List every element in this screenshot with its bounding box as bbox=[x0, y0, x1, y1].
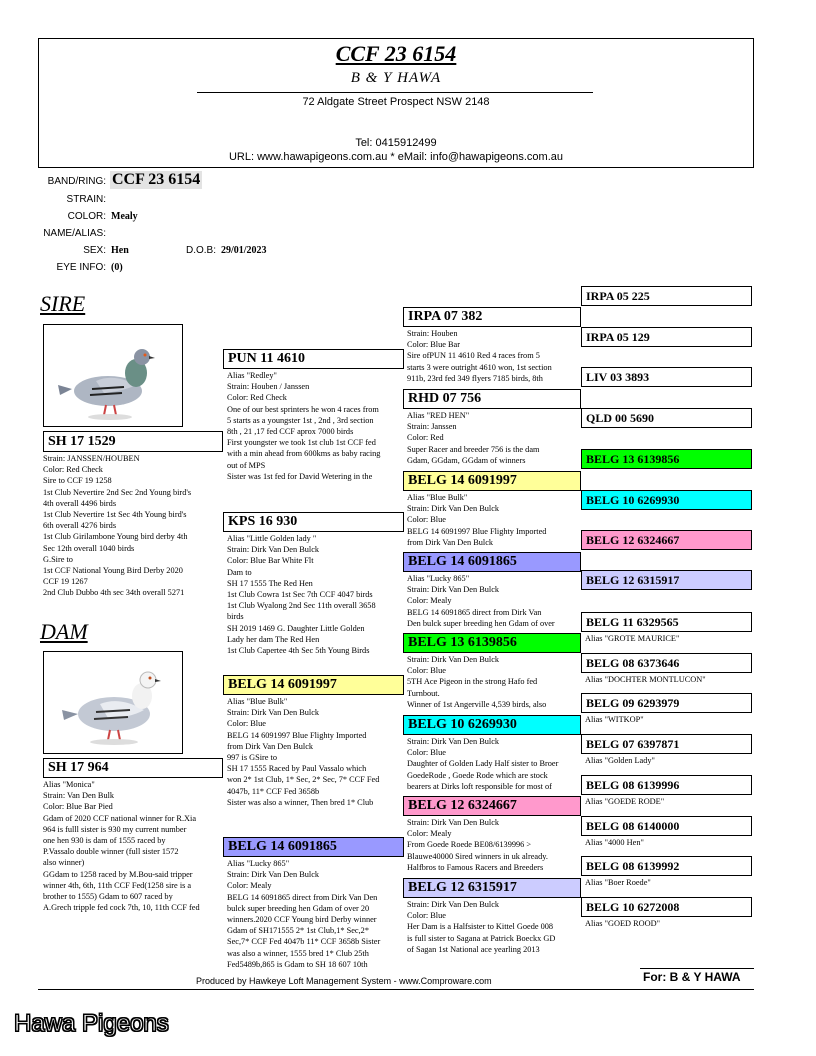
gen3-detail-line: Color: Mealy bbox=[407, 829, 452, 839]
gen2-detail-line: BELG 14 6091865 direct from Dirk Van Den bbox=[227, 892, 378, 902]
gen3-detail-line: Strain: Dirk Van Den Bulck bbox=[407, 504, 500, 514]
gen4-alias-15: Alias "Boer Roede" bbox=[585, 878, 651, 887]
dam-detail-line: GGdam to 1258 raced by M.Bou-said tripper bbox=[43, 869, 193, 879]
gen3-detail-line: 5TH Ace Pigeon in the strong Hafo fed bbox=[407, 677, 538, 687]
gen2-ring-2: KPS 16 930 bbox=[223, 512, 404, 532]
gen2-detail-line: 4047b, 11* CCF Fed 3658b bbox=[227, 786, 320, 796]
footer-divider bbox=[38, 989, 754, 990]
sire-detail-line: 4th overall 4496 birds bbox=[43, 498, 117, 508]
for-owner: For: B & Y HAWA bbox=[643, 970, 741, 984]
gen3-detail-line: Daughter of Golden Lady Half sister to Broer bbox=[407, 759, 559, 769]
gen4-ring-15: BELG 08 6139992 bbox=[581, 856, 752, 876]
gen2-detail-line: SH 17 1555 The Red Hen bbox=[227, 578, 313, 588]
gen4-ring-11: BELG 09 6293979 bbox=[581, 693, 752, 713]
strain-label: STRAIN: bbox=[66, 194, 106, 205]
gen3-details-4 bbox=[407, 573, 581, 631]
gen2-detail-line: with a min ahead from 600kms as baby racing bbox=[227, 449, 381, 459]
pigeon-icon bbox=[58, 349, 155, 420]
gen2-details-4 bbox=[227, 858, 405, 976]
gen4-alias-16: Alias "GOED ROOD" bbox=[585, 919, 660, 928]
sire-detail-line: Color: Red Check bbox=[43, 465, 103, 475]
gen4-ring-16: BELG 10 6272008 bbox=[581, 897, 752, 917]
eye-label: EYE INFO: bbox=[56, 262, 106, 273]
dam-detail-line: Strain: Van Den Bulk bbox=[43, 791, 115, 801]
gen3-detail-line: Strain: Janssen bbox=[407, 422, 457, 432]
sire-detail-line: 6th overall 4276 birds bbox=[43, 521, 117, 531]
gen3-detail-line: Strain: Dirk Van Den Bulck bbox=[407, 655, 500, 664]
owner-phone: Tel: 0415912499 bbox=[355, 137, 437, 149]
watermark: Hawa Pigeons bbox=[14, 1010, 169, 1037]
gen2-detail-line: 8th , 21 ,17 fed CCF aprox 7000 birds bbox=[227, 427, 354, 437]
gen3-details-3 bbox=[407, 492, 581, 550]
gen3-details-2 bbox=[407, 410, 581, 468]
dam-detail-line: brother to 1555) Gdam to 607 raced by bbox=[43, 892, 173, 902]
gen2-detail-line: from Dirk Van Den Bulck bbox=[227, 741, 314, 751]
dam-detail-line: 964 is fulll sister is 930 my current number bbox=[43, 824, 187, 834]
gen2-detail-line: 1st Club Wyalong 2nd Sec 11th overall 3658 bbox=[227, 601, 376, 611]
gen3-detail-line: Strain: Houben bbox=[407, 329, 458, 338]
gen2-detail-line: Color: Blue Bar White Flt bbox=[227, 556, 314, 566]
gen2-detail-line: won 2* 1st Club, 1* Sec, 2* Sec, 7* CCF Fed bbox=[227, 775, 380, 785]
band-value: CCF 23 6154 bbox=[112, 171, 201, 188]
gen2-detail-line: Alias "Little Golden lady " bbox=[227, 534, 317, 543]
gen2-detail-line: Strain: Dirk Van Den Bulck bbox=[227, 545, 320, 555]
gen4-alias-10: Alias "DOCHTER MONTLUCON" bbox=[585, 675, 706, 684]
dob-label: D.O.B: bbox=[186, 245, 217, 256]
gen4-ring-9: BELG 11 6329565 bbox=[581, 612, 752, 632]
produced-by: Produced by Hawkeye Loft Management System - www.Comproware.com bbox=[196, 976, 492, 986]
gen2-detail-line: Fed5489b,865 is Gdam to SH 18 607 10th bbox=[227, 959, 368, 969]
gen3-detail-line: BELG 14 6091865 direct from Dirk Van bbox=[407, 607, 542, 617]
gen2-detail-line: Strain: Dirk Van Den Bulck bbox=[227, 870, 320, 880]
dam-detail-line: one hen 930 is dam of 1555 raced by bbox=[43, 836, 166, 846]
gen4-ring-1: IRPA 05 225 bbox=[581, 286, 752, 306]
gen3-detail-line: Color: Blue bbox=[407, 515, 446, 525]
gen3-detail-line: Blauwe40000 Sired winners in uk already. bbox=[407, 851, 548, 861]
sire-detail-line: 1st Club Nevertire 2nd Sec 2nd Young bird's bbox=[43, 487, 192, 497]
gen4-alias-9: Alias "GROTE MAURICE" bbox=[585, 634, 680, 643]
dam-detail-line: P.Vassalo double winner (full sister 1572 bbox=[43, 847, 179, 857]
gen3-details-7 bbox=[407, 817, 581, 875]
gen3-detail-line: From Goede Roede BE08/6139996 > bbox=[407, 840, 532, 850]
gen3-detail-line: Alias "Lucky 865" bbox=[407, 574, 470, 583]
gen3-ring-1: IRPA 07 382 bbox=[403, 307, 581, 327]
gen3-detail-line: Color: Blue Bar bbox=[407, 340, 461, 350]
sire-detail-line: 1st Club Girilambone Young bird derby 4th bbox=[43, 532, 188, 542]
gen3-detail-line: Color: Mealy bbox=[407, 596, 452, 606]
gen3-detail-line: Strain: Dirk Van Den Bulck bbox=[407, 900, 500, 909]
pigeon-icon bbox=[62, 672, 161, 745]
gen3-detail-line: Turnbout. bbox=[407, 688, 440, 698]
gen4-ring-12: BELG 07 6397871 bbox=[581, 734, 752, 754]
header-box bbox=[38, 38, 754, 168]
dam-detail-line: A.Grech tripple fed cock 7th, 10, 11th CCF fed bbox=[43, 903, 200, 913]
gen3-ring-3: BELG 14 6091997 bbox=[403, 471, 581, 491]
gen2-detail-line: Dam to bbox=[227, 567, 252, 577]
gen4-ring-5: BELG 13 6139856 bbox=[581, 449, 752, 469]
sex-value: Hen bbox=[111, 245, 129, 256]
gen3-detail-line: Color: Blue bbox=[407, 911, 446, 921]
gen3-detail-line: Alias "RED HEN" bbox=[407, 411, 470, 420]
gen2-ring-3: BELG 14 6091997 bbox=[223, 675, 404, 695]
gen3-detail-line: starts 3 were outright 4610 won, 1st section bbox=[407, 362, 552, 372]
gen3-details-1 bbox=[407, 328, 581, 386]
gen4-ring-2: IRPA 05 129 bbox=[581, 327, 752, 347]
eye-value: (0) bbox=[111, 262, 123, 273]
gen3-detail-line: is full sister to Sagana at Patrick Boeckx GD bbox=[407, 933, 556, 943]
gen3-detail-line: Den bulck super breeding hen Gdam of over bbox=[407, 618, 555, 628]
sire-detail-line: CCF 19 1267 bbox=[43, 577, 88, 587]
sire-detail-line: Sec 12th overall 1040 birds bbox=[43, 543, 135, 553]
gen3-detail-line: Super Racer and breeder 756 is the dam bbox=[407, 444, 540, 454]
dob-value: 29/01/2023 bbox=[221, 245, 267, 256]
dam-heading: DAM bbox=[40, 619, 88, 644]
gen3-ring-2: RHD 07 756 bbox=[403, 389, 581, 409]
gen2-detail-line: SH 17 1555 Raced by Paul Vassalo which bbox=[227, 764, 367, 774]
gen3-detail-line: from Dirk Van Den Bulck bbox=[407, 537, 494, 547]
gen3-detail-line: of Sagan 1st National ace yearling 2013 bbox=[407, 944, 540, 954]
header-divider bbox=[197, 92, 593, 93]
gen4-ring-10: BELG 08 6373646 bbox=[581, 653, 752, 673]
sire-detail-line: 1st CCF National Young Bird Derby 2020 bbox=[43, 566, 183, 576]
gen3-detail-line: Strain: Dirk Van Den Bulck bbox=[407, 818, 500, 827]
gen3-details-8 bbox=[407, 899, 581, 959]
gen2-detail-line: Sister was 1st fed for David Wetering in the bbox=[227, 471, 373, 481]
gen3-details-6 bbox=[407, 736, 581, 794]
owner-address: 72 Aldgate Street Prospect NSW 2148 bbox=[302, 96, 490, 108]
gen2-detail-line: Lady her dam The Red Hen bbox=[227, 634, 320, 644]
gen3-ring-4: BELG 14 6091865 bbox=[403, 552, 581, 572]
gen3-detail-line: Alias "Blue Bulk" bbox=[407, 493, 468, 502]
gen3-detail-line: Color: Blue bbox=[407, 748, 446, 758]
gen2-detail-line: Color: Mealy bbox=[227, 881, 272, 891]
gen2-detail-line: 1st Club Capertee 4th Sec 5th Young Birds bbox=[227, 646, 370, 656]
gen4-ring-14: BELG 08 6140000 bbox=[581, 816, 752, 836]
gen2-detail-line: 1st Club Cowra 1st Sec 7th CCF 4047 birds bbox=[227, 590, 373, 600]
dam-detail-line: Gdam of 2020 CCF national winner for R.Xia bbox=[43, 813, 197, 823]
gen2-ring-1: PUN 11 4610 bbox=[223, 349, 404, 369]
gen3-ring-8: BELG 12 6315917 bbox=[403, 878, 581, 898]
gen3-details-5 bbox=[407, 654, 581, 712]
gen2-detail-line: One of our best sprinters he won 4 races from bbox=[227, 404, 379, 414]
gen2-detail-line: Color: Red Check bbox=[227, 393, 287, 403]
gen2-detail-line: Alias "Redley" bbox=[227, 371, 277, 380]
band-label: BAND/RING: bbox=[47, 176, 106, 187]
gen4-ring-7: BELG 12 6324667 bbox=[581, 530, 752, 550]
gen2-detail-line: Alias "Lucky 865" bbox=[227, 859, 290, 868]
gen2-detail-line: Strain: Houben / Janssen bbox=[227, 382, 310, 392]
gen4-alias-11: Alias "WITKOP" bbox=[585, 715, 644, 724]
gen3-detail-line: Halfbros to Famous Racers and Breeders bbox=[407, 862, 544, 872]
for-underline bbox=[640, 968, 754, 969]
owner-contact: URL: www.hawapigeons.com.au * eMail: info@hawapigeons.com.au bbox=[228, 151, 563, 163]
owner-name: B & Y HAWA bbox=[350, 70, 442, 86]
gen2-detail-line: 997 is GSire to bbox=[227, 753, 278, 763]
gen2-detail-line: 5 starts as a youngster 1st , 2nd , 3rd section bbox=[227, 415, 374, 425]
gen3-detail-line: Color: Blue bbox=[407, 666, 446, 676]
gen3-detail-line: 911b, 23rd fed 349 flyers 7185 birds, 8th bbox=[407, 373, 543, 383]
gen3-detail-line: Winner of 1st Angerville 4,539 birds, also bbox=[407, 699, 547, 709]
dam-detail-line: Color: Blue Bar Pied bbox=[43, 802, 113, 812]
gen2-detail-line: Strain: Dirk Van Den Bulck bbox=[227, 708, 320, 718]
gen3-detail-line: Strain: Dirk Van Den Bulck bbox=[407, 737, 500, 746]
gen3-detail-line: Color: Red bbox=[407, 433, 444, 443]
gen3-detail-line: GoedeRode , Goede Rode which are stock bbox=[407, 770, 548, 780]
gen2-detail-line: Sec,7* CCF Fed 4047b 11* CCF 3658b Sister bbox=[227, 937, 381, 947]
gen2-detail-line: out of MPS bbox=[227, 460, 266, 470]
gen4-ring-4: QLD 00 5690 bbox=[581, 408, 752, 428]
gen2-ring-4: BELG 14 6091865 bbox=[223, 837, 404, 857]
gen2-detail-line: BELG 14 6091997 Blue Flighty Imported bbox=[227, 730, 367, 740]
gen4-ring-6: BELG 10 6269930 bbox=[581, 490, 752, 510]
sire-heading: SIRE bbox=[40, 291, 86, 316]
gen3-detail-line: Her Dam is a Halfsister to Kittel Goede 008 bbox=[407, 922, 554, 932]
gen3-ring-6: BELG 10 6269930 bbox=[403, 715, 581, 735]
gen2-detail-line: First youngster we took 1st club 1st CCF fed bbox=[227, 438, 376, 448]
gen3-ring-5: BELG 13 6139856 bbox=[403, 633, 581, 653]
color-label: COLOR: bbox=[67, 211, 106, 222]
sire-detail-line: Strain: JANSSEN/HOUBEN bbox=[43, 454, 140, 463]
gen2-details-3 bbox=[227, 696, 405, 820]
dam-detail-line: also winner) bbox=[43, 858, 85, 868]
gen2-detail-line: bulck super breeding hen Gdam of over 20 bbox=[227, 903, 370, 913]
sire-ring: SH 17 1529 bbox=[43, 431, 223, 452]
sire-detail-line: Sire to CCF 19 1258 bbox=[43, 476, 112, 486]
gen4-ring-3: LIV 03 3893 bbox=[581, 367, 752, 387]
gen2-detail-line: birds bbox=[227, 612, 244, 622]
dam-detail-line: winner 4th, 6th, 11th CCF Fed(1258 sire is a bbox=[43, 880, 192, 890]
gen4-alias-14: Alias "4000 Hen" bbox=[585, 838, 644, 847]
gen4-ring-13: BELG 08 6139996 bbox=[581, 775, 752, 795]
gen2-detail-line: was also a winner, 1555 bred 1* Club 25th bbox=[227, 948, 369, 958]
gen3-detail-line: bearers at Dirks loft responsible for most of bbox=[407, 781, 552, 791]
gen3-detail-line: Sire ofPUN 11 4610 Red 4 races from 5 bbox=[407, 351, 540, 361]
sire-detail-line: G.Sire to bbox=[43, 554, 73, 564]
sex-label: SEX: bbox=[83, 245, 106, 256]
gen2-details-1 bbox=[227, 370, 405, 494]
color-value: Mealy bbox=[111, 211, 138, 222]
gen3-detail-line: Gdam, GGdam, GGdam of winners bbox=[407, 455, 526, 465]
gen2-detail-line: SH 2019 1469 G. Daughter Little Golden bbox=[227, 623, 365, 633]
gen3-detail-line: Strain: Dirk Van Den Bulck bbox=[407, 585, 500, 595]
gen2-detail-line: Gdam of SH171555 2* 1st Club,1* Sec,2* bbox=[227, 926, 369, 936]
dam-ring: SH 17 964 bbox=[43, 758, 223, 778]
gen4-alias-13: Alias "GOEDE RODE" bbox=[585, 797, 665, 806]
gen3-detail-line: BELG 14 6091997 Blue Flighty Imported bbox=[407, 526, 547, 536]
gen2-detail-line: Alias "Blue Bulk" bbox=[227, 697, 288, 706]
sire-detail-line: 1st Club Nevertire 1st Sec 4th Young bird's bbox=[43, 510, 187, 520]
gen2-details-2 bbox=[227, 533, 405, 668]
name-label: NAME/ALIAS: bbox=[43, 228, 106, 239]
sire-details bbox=[43, 453, 228, 599]
gen4-alias-12: Alias "Golden Lady" bbox=[585, 756, 655, 765]
dam-details bbox=[43, 779, 228, 913]
sire-photo bbox=[43, 324, 183, 427]
gen2-detail-line: winners.2020 CCF Young bird Derby winner bbox=[227, 915, 377, 925]
sire-detail-line: 2nd Club Dubbo 4th sec 34th overall 5271 bbox=[43, 588, 185, 598]
dam-detail-line: Alias "Monica" bbox=[43, 780, 95, 789]
gen2-detail-line: Color: Blue bbox=[227, 719, 266, 729]
gen4-ring-8: BELG 12 6315917 bbox=[581, 570, 752, 590]
gen3-ring-7: BELG 12 6324667 bbox=[403, 796, 581, 816]
dam-photo bbox=[43, 651, 183, 754]
gen2-detail-line: Sister was also a winner, Then bred 1* Club bbox=[227, 797, 374, 807]
pedigree-title: CCF 23 6154 bbox=[335, 41, 457, 66]
